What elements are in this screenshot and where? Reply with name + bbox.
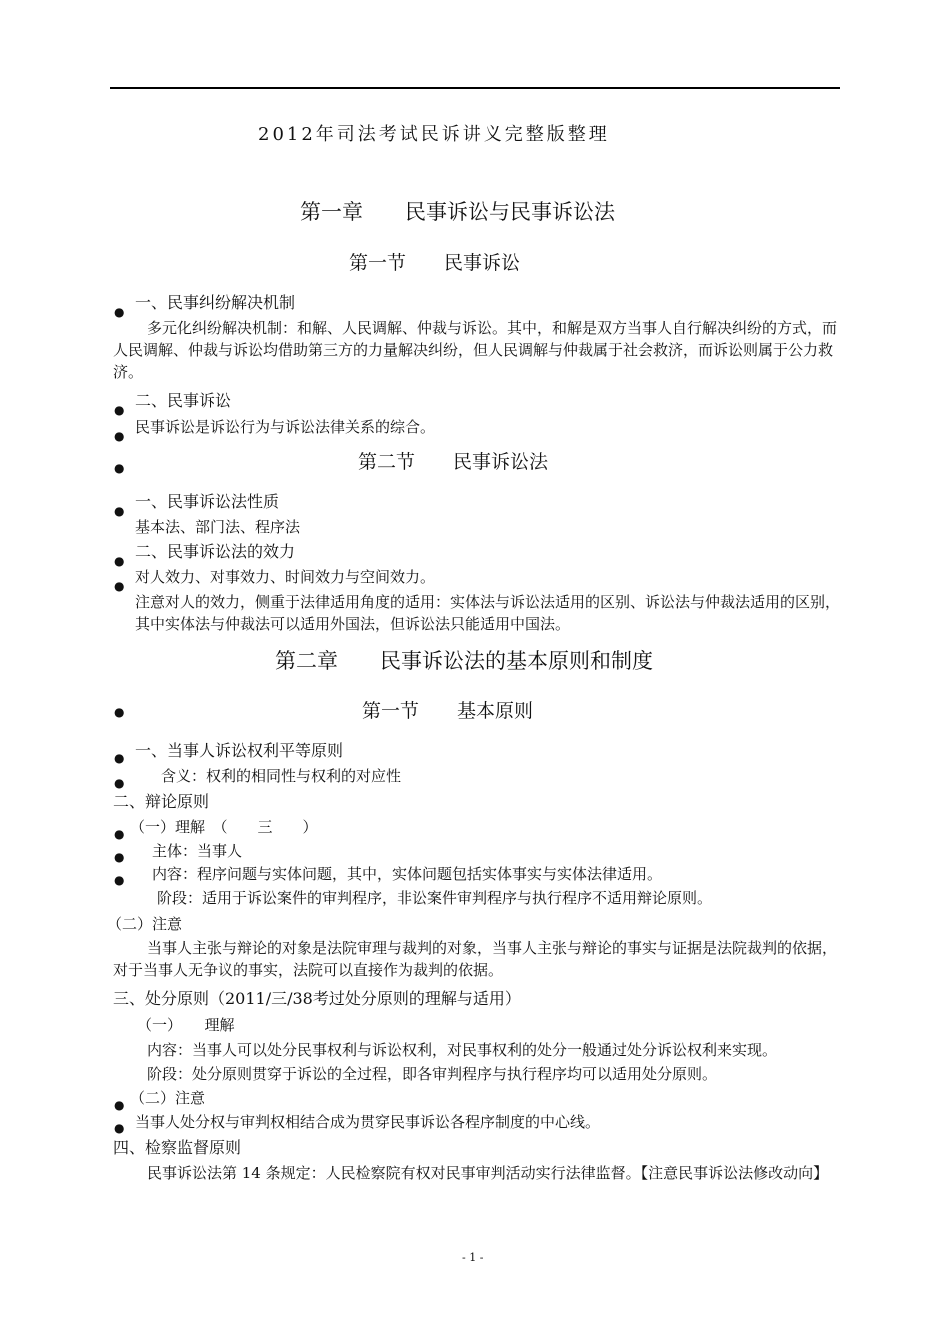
paragraph-disposition-note: 当事人处分权与审判权相结合成为贯穿民事诉讼各程序制度的中心线。: [135, 1113, 601, 1131]
paragraph-disposition-content: 内容：当事人可以处分民事权利与诉讼权利，对民事权利的处分一般通过处分诉讼权利来实现。: [147, 1041, 778, 1059]
page-number: - 1 -: [462, 1251, 484, 1264]
bullet-icon: ●: [114, 827, 125, 841]
bullet-icon: ●: [114, 579, 125, 593]
bullet-icon: ●: [114, 403, 125, 417]
heading-law-effect: 二、民事诉讼法的效力: [135, 542, 296, 561]
paragraph-dispute-resolution: 多元化纠纷解决机制：和解、人民调解、仲裁与诉讼。其中，和解是双方当事人自行解决纠纷的方式，而人民调解、仲裁与诉讼均借助第三方的力量解决纠纷，但人民调解与仲裁属于社会救济，而诉讼则属于公力救济。: [113, 319, 838, 381]
heading-dispute-resolution: 一、民事纠纷解决机制: [135, 293, 296, 312]
chapter-1-title: 第一章 民事诉讼与民事诉讼法: [300, 200, 615, 224]
subheading-disposition-note: （二）注意: [130, 1089, 206, 1107]
chapter-2-section-1-title: 第一节 基本原则: [362, 700, 534, 722]
chapter-1-section-2-title: 第二节 民事诉讼法: [358, 451, 549, 473]
paragraph-law-nature: 基本法、部门法、程序法: [135, 518, 301, 536]
subheading-disposition-understanding: （一） 理解: [137, 1016, 235, 1034]
paragraph-debate-subject: 主体：当事人: [152, 842, 243, 860]
paragraph-civil-litigation: 民事诉讼是诉讼行为与诉讼法律关系的综合。: [135, 418, 436, 436]
paragraph-equality-meaning: 含义：权利的相同性与权利的对应性: [161, 767, 402, 785]
heading-procuratorial-supervision: 四、检察监督原则: [113, 1138, 242, 1157]
paragraph-procuratorial-supervision: 民事诉讼法第 14 条规定：人民检察院有权对民事审判活动实行法律监督。【注意民事诉讼法修改动向】: [147, 1164, 829, 1182]
chapter-1-section-1-title: 第一节 民事诉讼: [349, 252, 521, 274]
subheading-debate-understanding: （一）理解 （ 三 ）: [130, 818, 318, 836]
paragraph-law-effect: 对人效力、对事效力、时间效力与空间效力。: [135, 568, 436, 586]
bullet-icon: ●: [114, 554, 125, 568]
subheading-debate-note: （二）注意: [107, 915, 183, 933]
heading-debate-principle: 二、辩论原则: [113, 792, 210, 811]
heading-disposition-principle: 三、处分原则（2011/三/38考过处分原则的理解与适用）: [113, 989, 521, 1008]
heading-equality-principle: 一、当事人诉讼权利平等原则: [135, 741, 344, 760]
paragraph-debate-content: 内容：程序问题与实体问题，其中，实体问题包括实体事实与实体法律适用。: [152, 865, 663, 883]
paragraph-law-effect-note: 注意对人的效力，侧重于法律适用角度的适用：实体法与诉讼法适用的区别、诉讼法与仲裁法适用的区别，其中实体法与仲裁法可以适用外国法，但诉讼法只能适用中国法。: [135, 593, 841, 633]
bullet-icon: ●: [114, 1098, 125, 1112]
bullet-icon: ●: [114, 776, 125, 790]
paragraph-debate-note: 当事人主张与辩论的对象是法院审理与裁判的对象，当事人主张与辩论的事实与证据是法院裁判的依据，对于当事人无争议的事实，法院可以直接作为裁判的依据。: [113, 939, 838, 979]
heading-civil-litigation: 二、民事诉讼: [135, 391, 232, 410]
header-rule: [110, 87, 840, 89]
bullet-icon: ●: [114, 504, 125, 518]
paragraph-disposition-stage: 阶段：处分原则贯穿于诉讼的全过程，即各审判程序与执行程序均可以适用处分原则。: [147, 1065, 718, 1083]
bullet-icon: ●: [114, 873, 125, 887]
bullet-icon: ●: [114, 461, 125, 475]
paragraph-debate-stage: 阶段：适用于诉讼案件的审判程序，非讼案件审判程序与执行程序不适用辩论原则。: [157, 889, 713, 907]
heading-law-nature: 一、民事诉讼法性质: [135, 492, 280, 511]
bullet-icon: ●: [114, 305, 125, 319]
bullet-icon: ●: [114, 705, 125, 719]
bullet-icon: ●: [114, 850, 125, 864]
chapter-2-title: 第二章 民事诉讼法的基本原则和制度: [275, 649, 653, 673]
bullet-icon: ●: [114, 751, 125, 765]
bullet-icon: ●: [114, 1121, 125, 1135]
document-title: 2012年司法考试民诉讲义完整版整理: [258, 124, 610, 145]
bullet-icon: ●: [114, 429, 125, 443]
